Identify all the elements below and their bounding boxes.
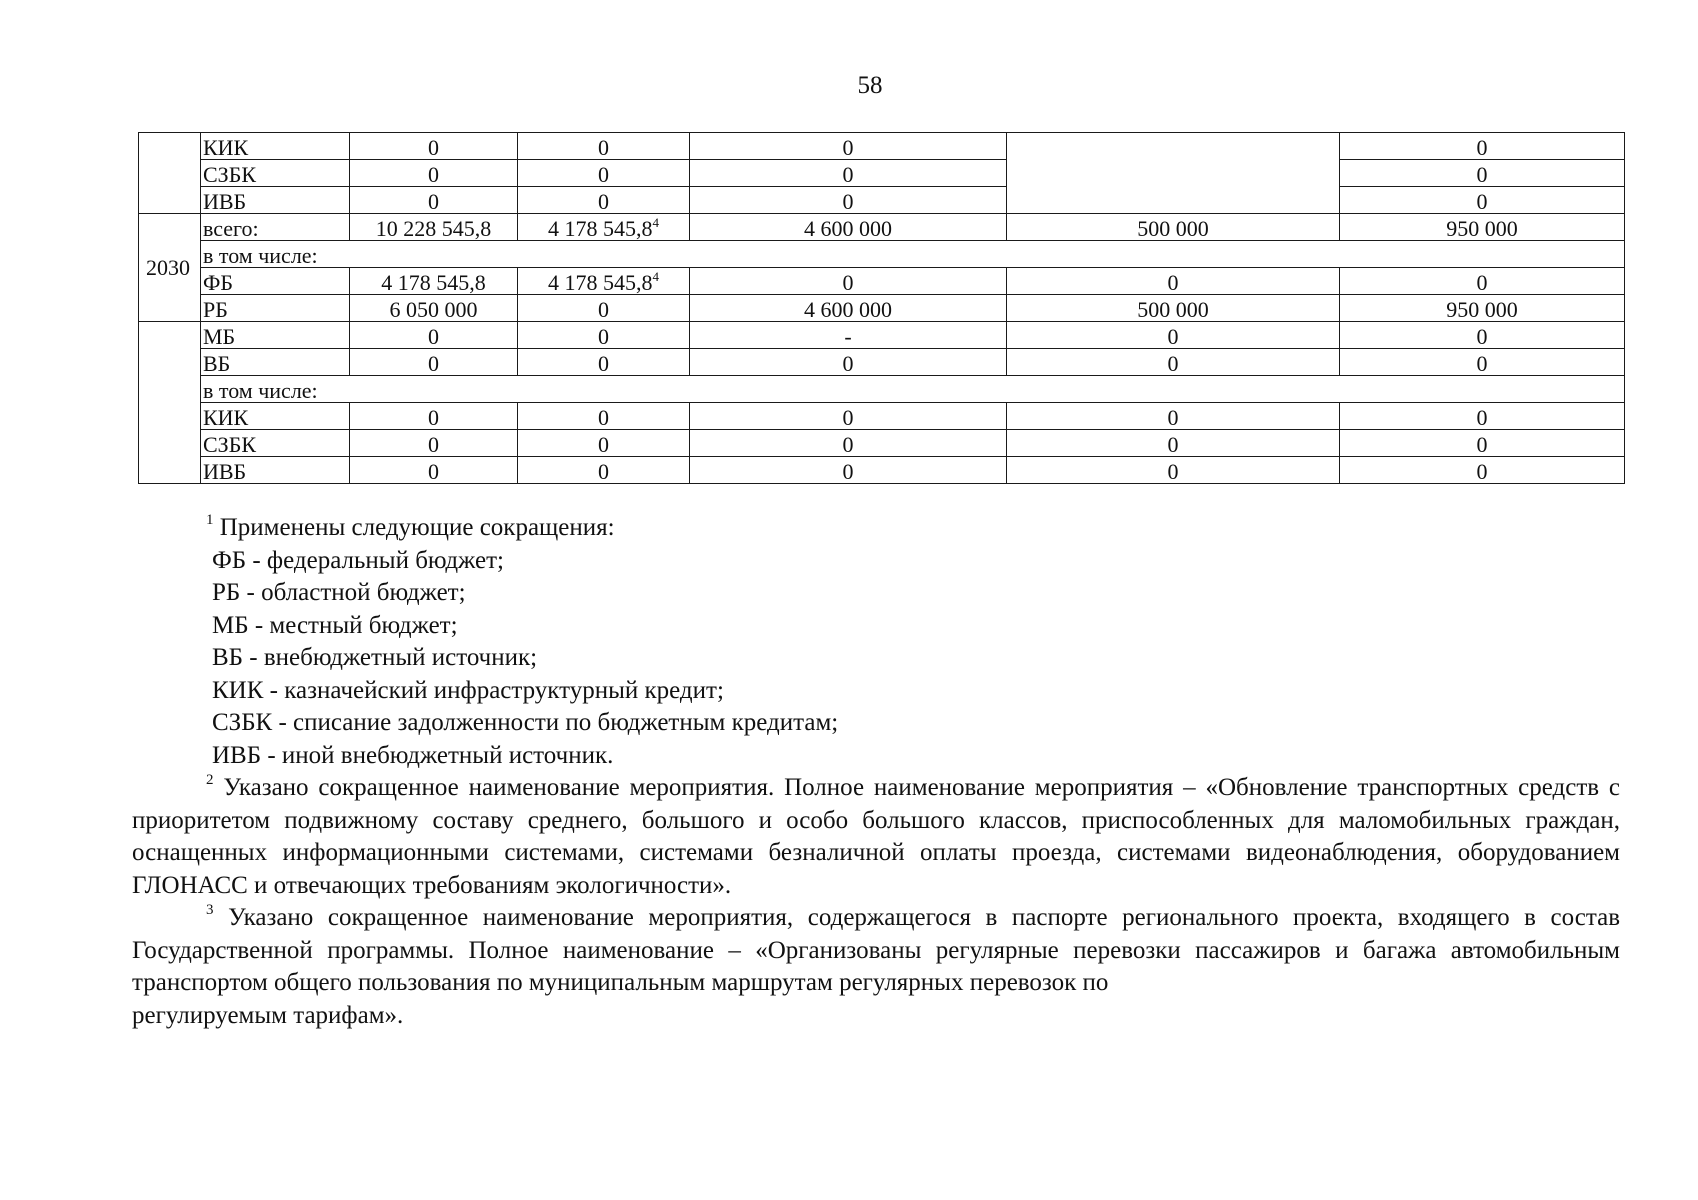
table-cell: 0 bbox=[1340, 403, 1625, 430]
row-label: КИК bbox=[201, 133, 350, 160]
footnote-mark: 2 bbox=[206, 772, 214, 788]
table-row bbox=[139, 403, 1625, 430]
table-cell: 0 bbox=[690, 403, 1007, 430]
table-cell bbox=[518, 268, 690, 295]
row-label: РБ bbox=[201, 295, 350, 322]
footnote-mark: 1 bbox=[206, 512, 214, 528]
table-row-including bbox=[139, 376, 1625, 403]
year-cell: 2030 bbox=[139, 214, 201, 322]
table-cell: 0 bbox=[690, 430, 1007, 457]
abbreviation-item: КИК - казначейский инфраструктурный кредит; bbox=[212, 676, 724, 704]
table-cell: 4 178 545,8 bbox=[350, 268, 518, 295]
table-cell: 0 bbox=[518, 322, 690, 349]
year-cell-blank bbox=[139, 133, 201, 160]
table-cell: 0 bbox=[1340, 322, 1625, 349]
table-row bbox=[139, 295, 1625, 322]
year-cell-blank bbox=[139, 349, 201, 376]
table-cell: 0 bbox=[1007, 349, 1340, 376]
footnote-3 bbox=[132, 902, 1620, 1000]
table-cell bbox=[518, 214, 690, 241]
table-cell: 0 bbox=[690, 187, 1007, 214]
row-label: ИВБ bbox=[201, 187, 350, 214]
row-label: СЗБК bbox=[201, 160, 350, 187]
table-cell: 0 bbox=[350, 133, 518, 160]
table-row bbox=[139, 349, 1625, 376]
table-row-including bbox=[139, 241, 1625, 268]
table-cell: 0 bbox=[518, 403, 690, 430]
footnote-text: Указано сокращенное наименование мероприятия. Полное наименование мероприятия – «Обновление транспортных средств с приоритетом подвижному составу среднего, большого и особо большого классов, приспособленных для маломобильных граждан, оснащенных информационными системами, системами безналичной оплаты проезда, системами видеонаблюдения, оборудованием ГЛОНАСС и отвечающих требованиям экологичности». bbox=[132, 774, 1620, 899]
year-cell-blank bbox=[139, 430, 201, 457]
year-cell-blank bbox=[139, 160, 201, 187]
table-row bbox=[139, 457, 1625, 484]
table-row bbox=[139, 133, 1625, 160]
table-cell: 0 bbox=[1340, 430, 1625, 457]
cell-value: 4 178 545,8 bbox=[548, 216, 653, 241]
table-row bbox=[139, 268, 1625, 295]
page-number: 58 bbox=[857, 72, 883, 99]
table-cell: 0 bbox=[350, 457, 518, 484]
table-cell bbox=[1007, 160, 1340, 187]
table-cell: 0 bbox=[518, 349, 690, 376]
table-cell: 950 000 bbox=[1340, 214, 1625, 241]
table-cell: 0 bbox=[690, 160, 1007, 187]
row-label: всего: bbox=[201, 214, 350, 241]
year-cell-blank bbox=[139, 403, 201, 430]
table-cell: 4 600 000 bbox=[690, 295, 1007, 322]
table-cell: 0 bbox=[1007, 403, 1340, 430]
footnote-3-tail: регулируемым тарифам». bbox=[132, 1001, 404, 1029]
table-cell: 0 bbox=[350, 322, 518, 349]
row-label: ИВБ bbox=[201, 457, 350, 484]
abbreviation-item: СЗБК - списание задолженности по бюджетным кредитам; bbox=[212, 709, 839, 736]
table-cell: 0 bbox=[350, 430, 518, 457]
footnote-ref: 4 bbox=[652, 215, 659, 230]
footnote-mark: 3 bbox=[206, 902, 214, 918]
table-cell: 0 bbox=[350, 349, 518, 376]
abbreviation-item: ИВБ - иной внебюджетный источник. bbox=[212, 741, 614, 769]
table-cell: 0 bbox=[690, 268, 1007, 295]
table-cell: 500 000 bbox=[1007, 295, 1340, 322]
footnote-text: Применены следующие сокращения: bbox=[219, 514, 615, 541]
table-row bbox=[139, 322, 1625, 349]
table-cell: 0 bbox=[690, 133, 1007, 160]
table-cell bbox=[1007, 133, 1340, 160]
table-cell: 0 bbox=[518, 295, 690, 322]
table-cell: 0 bbox=[1340, 268, 1625, 295]
table-cell: 0 bbox=[1340, 349, 1625, 376]
table-cell: 950 000 bbox=[1340, 295, 1625, 322]
year-cell-blank bbox=[139, 457, 201, 484]
footnote-2 bbox=[132, 772, 1620, 902]
table-cell: 0 bbox=[518, 457, 690, 484]
row-label: МБ bbox=[201, 322, 350, 349]
row-label: КИК bbox=[201, 403, 350, 430]
table-cell: - bbox=[690, 322, 1007, 349]
table-cell: 0 bbox=[1007, 322, 1340, 349]
table-cell: 6 050 000 bbox=[350, 295, 518, 322]
abbreviation-item: МБ - местный бюджет; bbox=[212, 611, 458, 639]
abbreviation-item: ФБ - федеральный бюджет; bbox=[212, 546, 504, 574]
table-cell: 0 bbox=[518, 160, 690, 187]
table-cell bbox=[1007, 187, 1340, 214]
table-cell: 0 bbox=[518, 187, 690, 214]
table-cell: 0 bbox=[1007, 268, 1340, 295]
table-cell: 0 bbox=[350, 160, 518, 187]
abbreviation-item: ВБ - внебюджетный источник; bbox=[212, 644, 538, 671]
including-label: в том числе: bbox=[201, 241, 1625, 268]
footnote-ref: 4 bbox=[652, 269, 659, 284]
year-cell-blank bbox=[139, 322, 201, 349]
budget-table bbox=[138, 132, 1625, 484]
table-cell: 0 bbox=[1340, 160, 1625, 187]
table-cell: 0 bbox=[1340, 457, 1625, 484]
footnote-1-intro bbox=[132, 512, 1620, 545]
budget-table-container bbox=[138, 132, 1625, 484]
table-cell: 0 bbox=[1340, 187, 1625, 214]
table-cell: 500 000 bbox=[1007, 214, 1340, 241]
table-cell: 0 bbox=[350, 187, 518, 214]
row-label: ФБ bbox=[201, 268, 350, 295]
table-cell: 4 600 000 bbox=[690, 214, 1007, 241]
table-cell: 0 bbox=[1340, 133, 1625, 160]
table-cell: 0 bbox=[690, 457, 1007, 484]
table-cell: 0 bbox=[518, 133, 690, 160]
table-cell: 0 bbox=[1007, 430, 1340, 457]
table-row bbox=[139, 187, 1625, 214]
footnotes bbox=[132, 512, 1620, 1032]
table-row bbox=[139, 160, 1625, 187]
table-cell: 0 bbox=[350, 403, 518, 430]
row-label: СЗБК bbox=[201, 430, 350, 457]
year-cell-blank bbox=[139, 187, 201, 214]
abbreviation-item: РБ - областной бюджет; bbox=[212, 579, 466, 606]
footnote-text: Указано сокращенное наименование мероприятия, содержащегося в паспорте регионального проекта, входящего в состав Государственной программы. Полное наименование – «Организованы регулярные перевозки пассажиров и багажа автомобильным транспортом общего пользования по муниципальным маршрутам регулярных перевозок по bbox=[132, 904, 1620, 996]
table-cell: 0 bbox=[1007, 457, 1340, 484]
table-row bbox=[139, 430, 1625, 457]
table-row-total bbox=[139, 214, 1625, 241]
table-cell: 0 bbox=[518, 430, 690, 457]
table-cell: 0 bbox=[690, 349, 1007, 376]
including-label: в том числе: bbox=[201, 376, 1625, 403]
table-cell: 10 228 545,8 bbox=[350, 214, 518, 241]
cell-value: 4 178 545,8 bbox=[548, 270, 653, 295]
year-cell-blank bbox=[139, 376, 201, 403]
row-label: ВБ bbox=[201, 349, 350, 376]
